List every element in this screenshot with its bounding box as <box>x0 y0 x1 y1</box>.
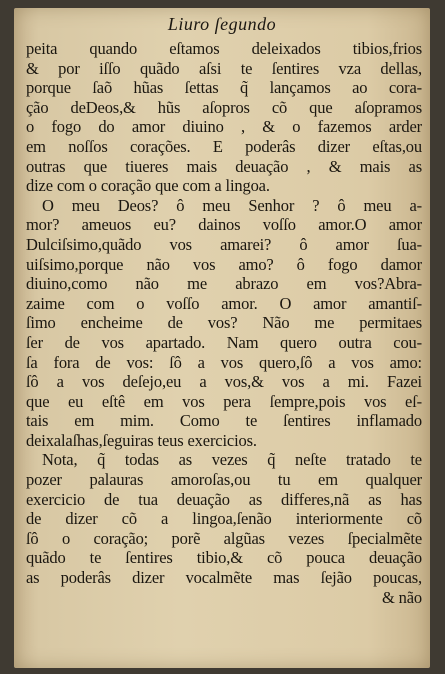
running-header: Liuro ſegundo <box>167 14 277 34</box>
text-line: ſô o coração; porẽ algũas vezes ſpecialmẽte <box>26 528 422 548</box>
text-line: diuino,como não me abrazo em vos?Abra- <box>26 274 422 294</box>
text-line: as poderâs dizer vocalmẽte mas ſejão poucas, <box>26 568 422 588</box>
text-line: de dizer cõ a lingoa,ſenão interiormente cõ <box>26 509 422 529</box>
text-line: ſer de vos apartado. Nam quero outra cou- <box>26 332 422 352</box>
text-line: tais em mim. Como te ſentires inflamado <box>26 411 422 431</box>
catchword: & não <box>381 587 422 607</box>
text-line: peita quando eſtamos deleixados tibios,frios <box>26 39 422 58</box>
text-line: pozer palauras amoroſas,ou tu em qualquer <box>26 470 422 490</box>
text-line: ſimo encheime de vos? Não me permitaes <box>26 313 422 333</box>
text-line: Nota, q̃ todas as vezes q̃ neſte tratado te <box>42 450 422 470</box>
text-line: & por iſſo quãdo aſsi te ſentires vza dellas, <box>26 58 422 78</box>
text-line: O meu Deos? ô meu Senhor ? ô meu a- <box>42 195 422 215</box>
text-line: exercicio de tua deuação as differes,nã as has <box>26 489 422 509</box>
text-line: mor? ameuos eu? dainos voſſo amor.O amor <box>26 215 422 235</box>
text-line: ção deDeos,& hũs aſopros cõ que aſopramos <box>26 97 422 117</box>
text-line: que eu eſtê em vos pera ſempre,pois vos eſ- <box>26 391 422 411</box>
text-line: porque ſaõ hũas ſettas q̃ lançamos ao cora- <box>26 78 422 98</box>
book-page <box>14 8 430 668</box>
text-line: outras que tiueres mais deuação , & mais as <box>26 156 422 176</box>
text-line: Dulciſsimo,quãdo vos amarei? ô amor ſua- <box>26 234 422 254</box>
text-line: dize com o coração que com a lingoa. <box>26 176 270 196</box>
text-line: o fogo do amor diuino , & o fazemos arder <box>26 117 422 137</box>
text-line: quãdo te ſentires tibio,& cõ pouca deuação <box>26 548 422 568</box>
page-body-text <box>26 39 422 607</box>
text-line: em noſſos corações. E poderâs dizer eſtas,ou <box>26 136 422 156</box>
text-line: deixalaſhas,ſeguiras teus exercicios. <box>26 430 257 450</box>
text-line: zaime com o voſſo amor. O amor amantiſ- <box>26 293 422 313</box>
text-line: ſa fora de vos: ſô a vos quero,ſô a vos amo: <box>26 352 422 372</box>
text-line: uiſsimo,porque não vos amo? ô fogo damor <box>26 254 422 274</box>
text-line: ſô a vos deſejo,eu a vos,& vos a mi. Fazei <box>26 372 422 392</box>
